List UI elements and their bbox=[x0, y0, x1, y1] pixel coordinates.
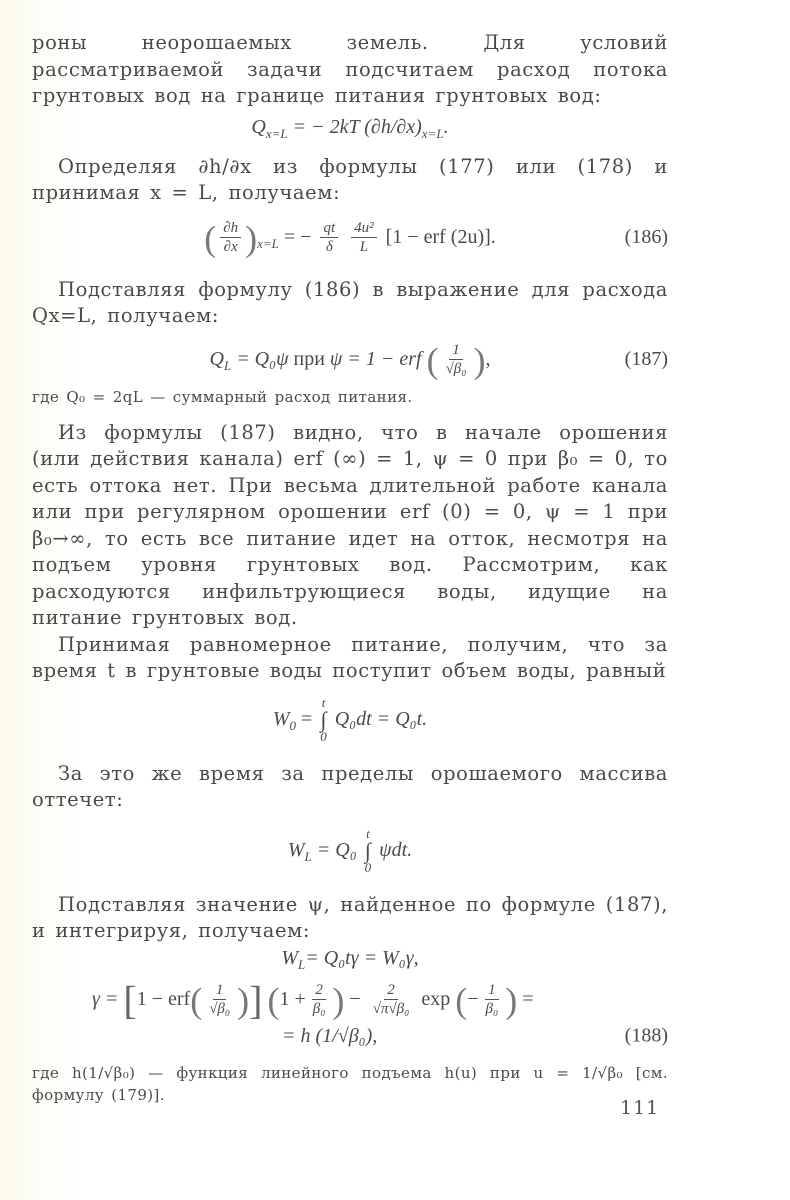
paragraph-3: Подставляя формулу (186) в выражение для расхода Qx=L, получаем: bbox=[32, 277, 668, 327]
equation-number-188: (188) bbox=[624, 1024, 668, 1047]
paragraph-4-note: где Q₀ = 2qL — суммарный расход питания. bbox=[32, 387, 413, 406]
equation-187: $Q_L = Q_0\psi$ при ψ = 1 − erf ( $\frac{1}{\text{√β₀}}$ ), (187) bbox=[32, 334, 668, 384]
equation-186: ( $\frac{\partial h}{\partial x}$ )$_{x=L}$ = − $\frac{qt}{\delta}$ $\frac{\text{4u²}}{L}$ [1 − erf (2u)]. (186) bbox=[32, 211, 668, 263]
equation-188-line2: = h (1/√β₀), (188) bbox=[282, 1024, 668, 1047]
paragraph-9-note: где h(1/√β₀) — функция линейного подъема h(u) при u = 1/√β₀ [см. формулу (179)]. bbox=[32, 1063, 668, 1104]
equation-w0: $W_0$ = t ∫ 0 Q₀dt = Q₀t. bbox=[272, 694, 428, 744]
paragraph-2: Определяя ∂h/∂x из формулы (177) или (178) и принимая x = L, получаем: bbox=[32, 154, 668, 204]
paragraph-8: Подставляя значение ψ, найденное по формуле (187), и интегрируя, получаем: bbox=[32, 892, 668, 942]
paragraph-7: За это же время за пределы орошаемого массива оттечет: bbox=[32, 761, 668, 811]
equation-wl: $W_L = Q_0$ t ∫ 0 ψdt. bbox=[287, 825, 413, 875]
equation-q-boundary: $Q_{x=L}$ = − 2kT $(\partial h/\partial x)_{x=L}$. bbox=[251, 115, 449, 141]
page-number: 111 bbox=[620, 1097, 660, 1119]
book-page bbox=[32, 30, 668, 1106]
equation-wl-gamma: $W_L= Q_0t\gamma = W_0\gamma$, bbox=[281, 946, 419, 972]
paragraph-1: роны неорошаемых земель. Для условий рассматриваемой задачи подсчитаем расход потока грунтовых вод на границе питания грунтовых вод: bbox=[32, 31, 668, 107]
equation-number-186: (186) bbox=[624, 225, 668, 248]
paragraph-5: Из формулы (187) видно, что в начале орошения (или действия канала) erf (∞) = 1, ψ = 0 при β₀ = 0, то есть оттока нет. При весьма длительной работе канала или при регулярном орошении erf (0) = 0, ψ = 1 при β₀→∞, то есть все питание идет на отток, несмотря на подъем уровня грунтовых вод. Рассмотрим, как расходуются инфильтрующиеся воды, идущие на питание грунтовых вод. bbox=[32, 420, 668, 629]
paragraph-6: Принимая равномерное питание, получим, что за время t в грунтовые воды поступит объем воды, равный bbox=[32, 632, 668, 682]
equation-number-187: (187) bbox=[624, 347, 668, 370]
equation-188-line1: γ = [1 − erf( $\frac{1}{\text{√β₀}}$ )] (1 + $\frac{2}{\text{β₀}}$ ) − $\frac{2}{\text{√π√β₀}}$ exp (− $\frac{1}{\text{β₀}}$ ) = bbox=[92, 976, 534, 1022]
